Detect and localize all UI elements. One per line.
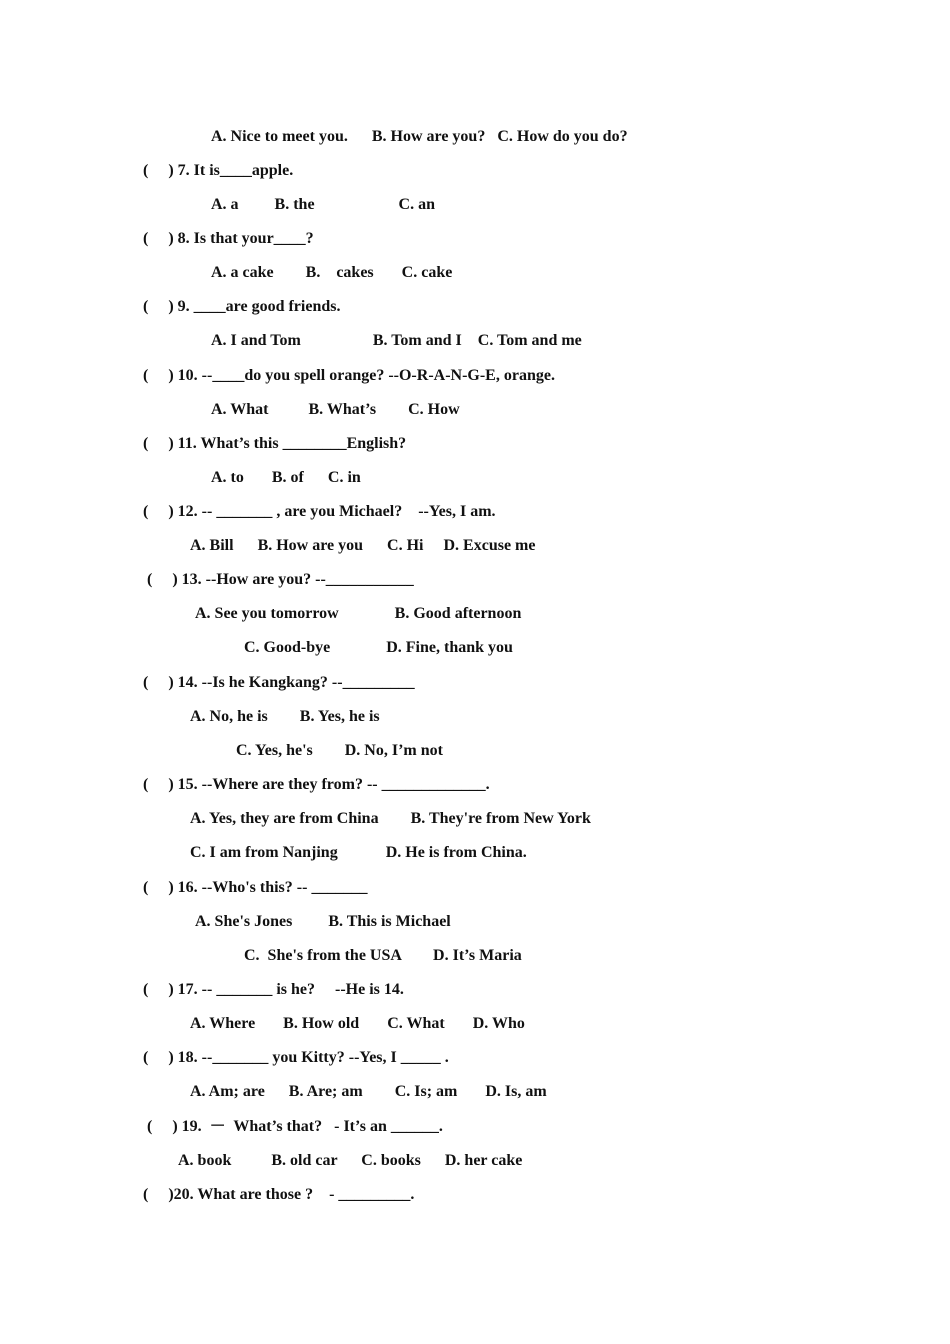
q16-options-row1: A. She's Jones B. This is Michael [195,913,451,930]
q14-options-row1: A. No, he is B. Yes, he is [190,708,380,725]
question-15: ( ) 15. --Where are they from? -- _____________. [143,776,490,793]
question-11: ( ) 11. What’s this ________English? [143,435,407,452]
q8-options: A. a cake B. cakes C. cake [211,264,453,281]
question-19: ( ) 19. － What’s that? - It’s an ______. [147,1118,443,1135]
question-10: ( ) 10. --____do you spell orange? --O-R-A-N-G-E, orange. [143,367,555,384]
q17-options: A. Where B. How old C. What D. Who [190,1015,525,1032]
q19-options: A. book B. old car C. books D. her cake [178,1152,523,1169]
question-14: ( ) 14. --Is he Kangkang? --_________ [143,674,415,691]
q6-options: A. Nice to meet you. B. How are you? C. How do you do? [211,128,628,145]
q12-options: A. Bill B. How are you C. Hi D. Excuse me [190,537,536,554]
q13-options-row2: C. Good-bye D. Fine, thank you [244,639,513,656]
q18-options: A. Am; are B. Are; am C. Is; am D. Is, am [190,1083,547,1100]
question-13: ( ) 13. --How are you? --___________ [147,571,414,588]
question-8: ( ) 8. Is that your____? [143,230,314,247]
q10-options: A. What B. What’s C. How [211,401,460,418]
q16-options-row2: C. She's from the USA D. It’s Maria [244,947,522,964]
q9-options: A. I and Tom B. Tom and I C. Tom and me [211,332,582,349]
q15-options-row2: C. I am from Nanjing D. He is from China. [190,844,527,861]
question-7: ( ) 7. It is____apple. [143,162,294,179]
question-17: ( ) 17. -- _______ is he? --He is 14. [143,981,404,998]
question-16: ( ) 16. --Who's this? -- _______ [143,879,368,896]
q13-options-row1: A. See you tomorrow B. Good afternoon [195,605,522,622]
question-20: ( )20. What are those ? - _________. [143,1186,415,1203]
q11-options: A. to B. of C. in [211,469,361,486]
q15-options-row1: A. Yes, they are from China B. They're from New York [190,810,591,827]
q7-options: A. a B. the C. an [211,196,436,213]
q14-options-row2: C. Yes, he's D. No, I’m not [236,742,443,759]
question-12: ( ) 12. -- _______ , are you Michael? --Yes, I am. [143,503,496,520]
question-18: ( ) 18. --_______ you Kitty? --Yes, I _____ . [143,1049,449,1066]
question-9: ( ) 9. ____are good friends. [143,298,341,315]
